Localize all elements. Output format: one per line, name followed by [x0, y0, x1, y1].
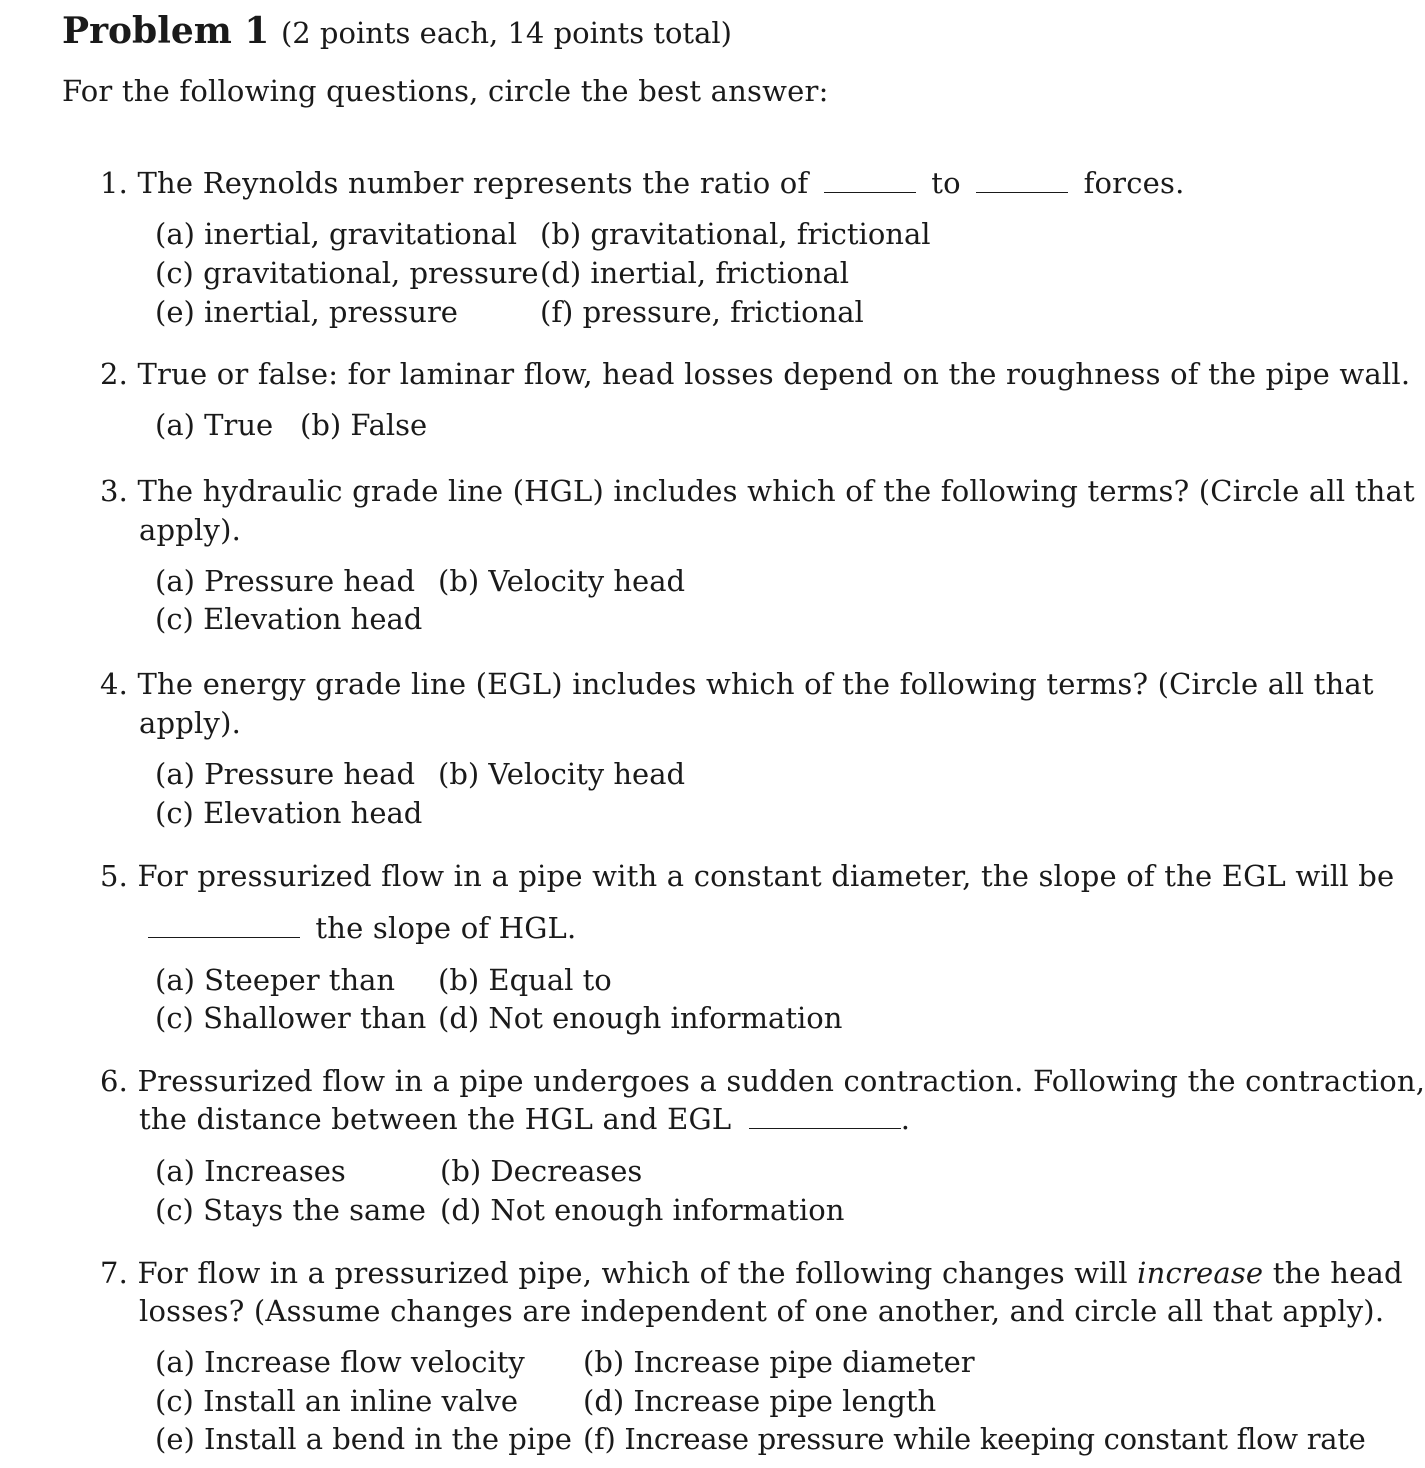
question-text-mid: to: [931, 166, 961, 200]
question-text-cont: losses? (Assume changes are independent of one another, and circle all that apply).: [139, 1294, 1385, 1328]
option-b[interactable]: (b) gravitational, frictional: [540, 217, 931, 251]
option-a[interactable]: (a) inertial, gravitational: [155, 217, 517, 251]
question-number: 1.: [100, 166, 129, 200]
option-b[interactable]: (b) Velocity head: [438, 757, 686, 791]
question-text-post: the head: [1272, 1256, 1403, 1290]
option-a[interactable]: (a) Pressure head: [155, 564, 416, 598]
question-text: True or false: for laminar flow, head losses depend on the roughness of the pipe wall.: [137, 357, 1411, 391]
question-5: [100, 859, 1394, 893]
points-note: (2 points each, 14 points total): [280, 16, 732, 50]
option-d[interactable]: (d) inertial, frictional: [540, 256, 850, 290]
problem-label: Problem 1: [62, 10, 270, 52]
option-a[interactable]: (a) Increases: [155, 1154, 346, 1188]
answer-blank[interactable]: [824, 166, 916, 193]
question-number: 6.: [100, 1064, 129, 1098]
question-text-cont: [148, 911, 576, 945]
option-d[interactable]: (d) Not enough information: [440, 1193, 845, 1227]
option-b[interactable]: (b) False: [300, 408, 428, 442]
question-number: 5.: [100, 859, 129, 893]
option-b[interactable]: (b) Decreases: [440, 1154, 643, 1188]
question-text: The Reynolds number represents the ratio of: [137, 166, 809, 200]
question-text-end: the slope of HGL.: [315, 911, 577, 945]
problem-title: [62, 10, 732, 54]
option-a[interactable]: (a) Steeper than: [155, 963, 396, 997]
option-c[interactable]: (c) Elevation head: [155, 602, 423, 636]
option-c[interactable]: (c) Elevation head: [155, 796, 423, 830]
question-text: The hydraulic grade line (HGL) includes which of the following terms? (Circle all that: [137, 474, 1415, 508]
question-text: Pressurized flow in a pipe undergoes a sudden contraction. Following the contraction,: [137, 1064, 1425, 1098]
option-d[interactable]: (d) Not enough information: [438, 1001, 843, 1035]
question-text-line2: the distance between the HGL and EGL: [139, 1102, 732, 1136]
question-7: [100, 1256, 1403, 1290]
answer-blank[interactable]: [976, 166, 1068, 193]
question-number: 7.: [100, 1256, 129, 1290]
instruction: For the following questions, circle the best answer:: [62, 74, 829, 108]
emphasis: increase: [1137, 1256, 1264, 1290]
question-text-cont: [139, 1102, 910, 1136]
option-a[interactable]: (a) Pressure head: [155, 757, 416, 791]
question-3: [100, 474, 1415, 508]
option-f[interactable]: (f) Increase pressure while keeping constant flow rate: [583, 1422, 1366, 1456]
option-c[interactable]: (c) gravitational, pressure: [155, 256, 539, 290]
option-d[interactable]: (d) Increase pipe length: [583, 1384, 937, 1418]
answer-blank[interactable]: [749, 1102, 901, 1129]
question-text: For flow in a pressurized pipe, which of the following changes will: [137, 1256, 1128, 1290]
option-f[interactable]: (f) pressure, frictional: [540, 295, 864, 329]
option-e[interactable]: (e) Install a bend in the pipe: [155, 1422, 572, 1456]
option-a[interactable]: (a) True: [155, 408, 274, 442]
question-text-cont: apply).: [139, 513, 242, 547]
period: .: [900, 1102, 911, 1136]
question-number: 3.: [100, 474, 129, 508]
option-b[interactable]: (b) Increase pipe diameter: [583, 1345, 975, 1379]
option-e[interactable]: (e) inertial, pressure: [155, 295, 458, 329]
option-b[interactable]: (b) Velocity head: [438, 564, 686, 598]
question-2: [100, 357, 1410, 391]
option-a[interactable]: (a) Increase flow velocity: [155, 1345, 525, 1379]
option-c[interactable]: (c) Stays the same: [155, 1193, 426, 1227]
question-text-cont: apply).: [139, 706, 242, 740]
option-b[interactable]: (b) Equal to: [438, 963, 612, 997]
question-6: [100, 1064, 1425, 1098]
question-1: [100, 166, 1185, 200]
question-number: 4.: [100, 667, 129, 701]
question-number: 2.: [100, 357, 129, 391]
answer-blank[interactable]: [148, 911, 300, 938]
question-4: [100, 667, 1374, 701]
question-text: For pressurized flow in a pipe with a constant diameter, the slope of the EGL will be: [137, 859, 1395, 893]
question-text-end: forces.: [1083, 166, 1185, 200]
option-c[interactable]: (c) Install an inline valve: [155, 1384, 519, 1418]
question-text: The energy grade line (EGL) includes which of the following terms? (Circle all that: [137, 667, 1374, 701]
option-c[interactable]: (c) Shallower than: [155, 1001, 427, 1035]
